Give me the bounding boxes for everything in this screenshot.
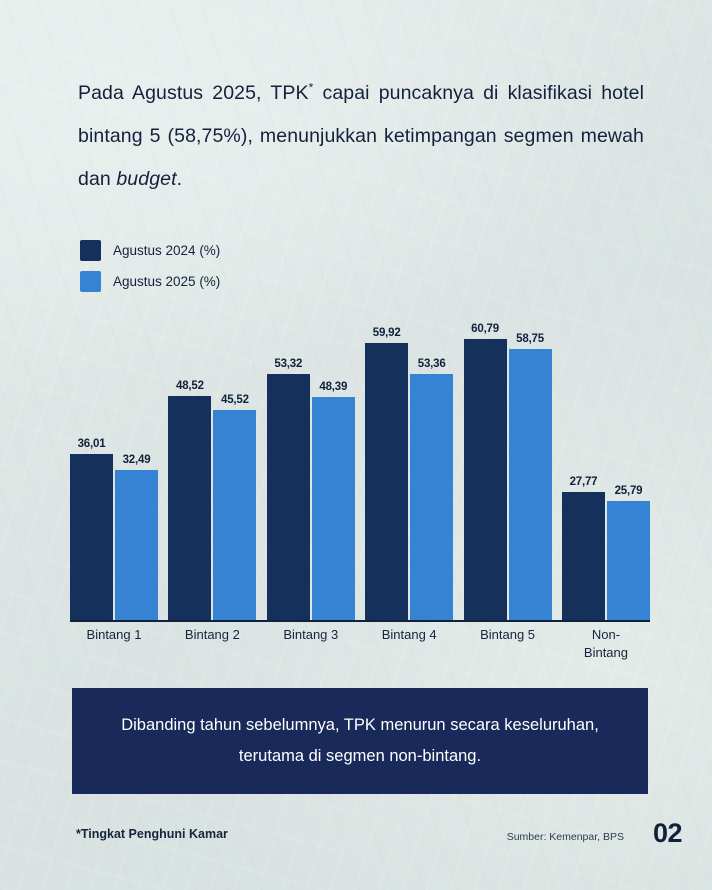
bar-value-label: 58,75 bbox=[516, 332, 544, 345]
bar[interactable] bbox=[168, 396, 211, 620]
bar-column[interactable] bbox=[607, 300, 650, 620]
bar-value-label: 53,36 bbox=[417, 357, 446, 370]
headline-part2: capai puncaknya di klasifikasi hotel bintang 5 (58,75%), menunjukkan ketimpangan segmen mewah dan bbox=[78, 82, 645, 190]
bar-group bbox=[267, 300, 355, 620]
bar-value-label: 48,39 bbox=[319, 380, 348, 393]
legend-item-2025 bbox=[80, 271, 220, 292]
category-label: Bintang 5 bbox=[480, 627, 536, 642]
legend-swatch-2025 bbox=[80, 271, 101, 292]
bar-value-label: 59,92 bbox=[372, 327, 401, 340]
bar-value-label: 45,52 bbox=[221, 393, 249, 406]
legend-label-2025: Agustus 2025 (%) bbox=[113, 274, 221, 289]
bar-column[interactable] bbox=[168, 300, 211, 620]
source-text: Sumber: Kemenpar, BPS bbox=[506, 831, 624, 843]
bar[interactable] bbox=[213, 410, 256, 620]
bar[interactable] bbox=[607, 501, 650, 620]
bar-column[interactable] bbox=[213, 300, 256, 620]
chart-plot-area bbox=[70, 300, 650, 620]
bar[interactable] bbox=[509, 349, 552, 620]
bar[interactable] bbox=[562, 492, 605, 620]
headline-part1: Pada Agustus 2025, TPK bbox=[78, 82, 309, 104]
bar-value-label: 48,52 bbox=[176, 380, 204, 393]
chart-legend bbox=[80, 240, 220, 292]
bar[interactable] bbox=[464, 339, 507, 620]
bar[interactable] bbox=[115, 470, 158, 620]
legend-item-2024 bbox=[80, 240, 220, 261]
bar-column[interactable] bbox=[115, 300, 158, 620]
bar[interactable] bbox=[70, 454, 113, 620]
bar-column[interactable] bbox=[365, 300, 408, 620]
bar-group bbox=[464, 300, 552, 620]
bar-value-label: 60,79 bbox=[471, 323, 499, 336]
bar[interactable] bbox=[410, 374, 453, 620]
legend-label-2024: Agustus 2024 (%) bbox=[113, 243, 221, 258]
category-label: Bintang 2 bbox=[184, 627, 240, 642]
bar-group bbox=[70, 300, 158, 620]
category-label: Bintang 3 bbox=[283, 627, 339, 642]
bar-value-label: 36,01 bbox=[77, 437, 106, 450]
bar[interactable] bbox=[267, 374, 310, 620]
bar-value-label: 25,79 bbox=[614, 484, 643, 497]
bar-value-label: 53,32 bbox=[274, 357, 303, 370]
category-label: Bintang 4 bbox=[381, 627, 437, 642]
bar[interactable] bbox=[365, 343, 408, 620]
category-label: Bintang 1 bbox=[86, 627, 142, 642]
callout-text: Dibanding tahun sebelumnya, TPK menurun secara keseluruhan, terutama di segmen non-bintang. bbox=[121, 716, 599, 765]
bar-chart bbox=[70, 300, 650, 620]
bar[interactable] bbox=[312, 397, 355, 620]
bar-column[interactable] bbox=[562, 300, 605, 620]
bar-column[interactable] bbox=[70, 300, 113, 620]
bar-group bbox=[168, 300, 256, 620]
chart-baseline bbox=[70, 620, 650, 622]
bar-column[interactable] bbox=[509, 300, 552, 620]
chart-category-labels bbox=[70, 626, 650, 661]
bar-group bbox=[562, 300, 650, 620]
bar-column[interactable] bbox=[410, 300, 453, 620]
legend-swatch-2024 bbox=[80, 240, 101, 261]
bar-column[interactable] bbox=[267, 300, 310, 620]
page-number: 02 bbox=[652, 818, 682, 848]
headline-asterisk: * bbox=[308, 80, 314, 95]
bar-column[interactable] bbox=[312, 300, 355, 620]
headline-italic: budget bbox=[116, 167, 177, 190]
bar-column[interactable] bbox=[464, 300, 507, 620]
footnote: *Tingkat Penghuni Kamar bbox=[76, 827, 228, 841]
headline-part3: . bbox=[176, 167, 183, 190]
page-title bbox=[78, 72, 644, 201]
category-label: Non- Bintang bbox=[583, 627, 628, 660]
bar-value-label: 27,77 bbox=[569, 475, 598, 488]
bar-group bbox=[365, 300, 453, 620]
bar-value-label: 32,49 bbox=[122, 454, 151, 467]
callout-box bbox=[72, 688, 648, 794]
